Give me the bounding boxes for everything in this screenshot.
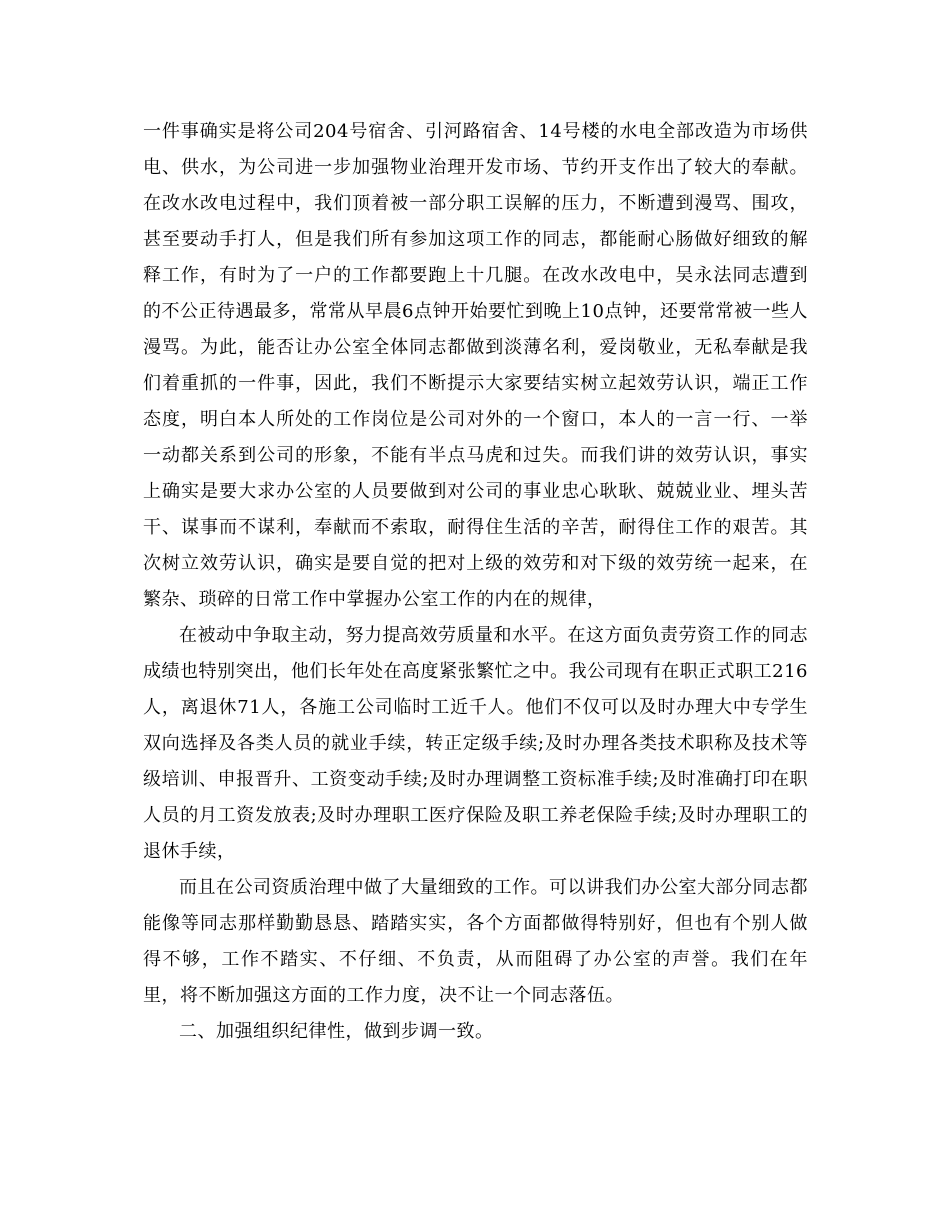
section-heading: 二、加强组织纪律性，做到步调一致。 (179, 1021, 494, 1042)
paragraph-1: 一件事确实是将公司204号宿舍、引河路宿舍、14号楼的水电全部改造为市场供电、供水，为公司进一步加强物业治理开发市场、节约开支作出了较大的奉献。在改水改电过程中，我们顶着被一部分职工误解的压力，不断遭到漫骂、围攻，甚至要动手打人，但是我们所有参加这项工作的同志，都能耐心肠做好细致的解释工作，有时为了一户的工作都要跑上十几腿。在改水改电中，吴永法同志遭到的不公正待遇最多，常常从早晨6点钟开始要忙到晚上10点钟，还要常常被一些人漫骂。为此，能否让办公室全体同志都做到淡薄名利，爱岗敬业，无私奉献是我们着重抓的一件事，因此，我们不断提示大家要结实树立起效劳认识，端正工作态度，明白本人所处的工作岗位是公司对外的一个窗口，本人的一言一行、一举一动都关系到公司的形象，不能有半点马虎和过失。而我们讲的效劳认识，事实上确实是要大求办公室的人员要做到对公司的事业忠心耿耿、兢兢业业、埋头苦干、谋事而不谋利，奉献而不索取，耐得住生活的辛苦，耐得住工作的艰苦。其次树立效劳认识，确实是要自觉的把对上级的效劳和对下级的效劳统一起来，在繁杂、琐碎的日常工作中掌握办公室工作的内在的规律， (143, 121, 808, 610)
document-body (143, 114, 808, 1050)
paragraph-3: 而且在公司资质治理中做了大量细致的工作。可以讲我们办公室大部分同志都能像等同志那样勤勤恳恳、踏踏实实，各个方面都做得特别好，但也有个别人做得不够，工作不踏实、不仔细、不负责，从而阻碍了办公室的声誉。我们在年里，将不断加强这方面的工作力度，决不让一个同志落伍。 (143, 877, 808, 1006)
paragraph-2: 在被动中争取主动，努力提高效劳质量和水平。在这方面负责劳资工作的同志成绩也特别突出，他们长年处在高度紧张繁忙之中。我公司现有在职正式职工216人，离退休71人，各施工公司临时工近千人。他们不仅可以及时办理大中专学生双向选择及各类人员的就业手续，转正定级手续;及时办理各类技术职称及技术等级培训、申报晋升、工资变动手续;及时办理调整工资标准手续;及时准确打印在职人员的月工资发放表;及时办理职工医疗保险及职工养老保险手续;及时办理职工的退休手续， (143, 625, 808, 862)
